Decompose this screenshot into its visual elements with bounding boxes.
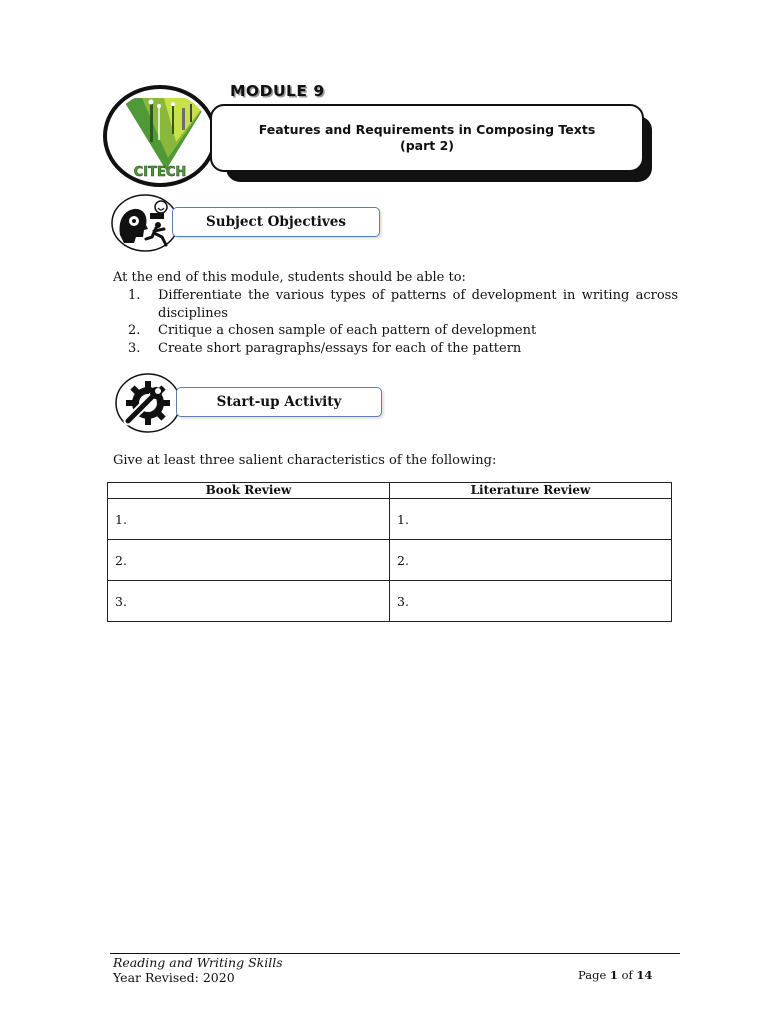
list-item-number: 3.	[128, 340, 141, 356]
column-header-book-review: Book Review	[108, 483, 390, 499]
citech-logo	[102, 84, 220, 188]
objectives-icon	[110, 193, 180, 253]
footer-course: Reading and Writing Skills	[113, 955, 283, 970]
list-item	[128, 287, 678, 322]
module-title-box	[210, 104, 644, 172]
page-of: of	[621, 968, 633, 982]
table-cell: 2.	[108, 540, 390, 581]
table-cell: 2.	[390, 540, 672, 581]
table-cell: 3.	[390, 581, 672, 622]
table-header-row	[108, 483, 672, 499]
footer-divider	[110, 953, 680, 954]
module-label: MODULE 9	[230, 82, 325, 100]
logo-text: CITECH	[133, 165, 187, 180]
gear-wrench-icon	[114, 372, 184, 432]
table-row	[108, 540, 672, 581]
subject-objectives-label: Subject Objectives	[172, 207, 380, 237]
objectives-list	[128, 287, 678, 357]
module-title-line1: Features and Requirements in Composing Texts	[258, 122, 596, 137]
review-table	[107, 482, 672, 622]
table-cell: 1.	[390, 499, 672, 540]
list-item	[128, 340, 678, 358]
table-row	[108, 581, 672, 622]
table-cell: 1.	[108, 499, 390, 540]
table-row	[108, 499, 672, 540]
page-prefix: Page	[578, 968, 607, 982]
table-cell: 3.	[108, 581, 390, 622]
page-total: 14	[636, 968, 653, 982]
footer-year: Year Revised: 2020	[113, 970, 235, 985]
footer-info	[113, 955, 283, 985]
module-title-line2: (part 2)	[400, 138, 454, 153]
list-item-text: Critique a chosen sample of each pattern of development	[158, 323, 537, 338]
page-number	[578, 968, 652, 982]
list-item	[128, 322, 678, 340]
list-item-number: 1.	[128, 288, 141, 303]
list-item-text: Create short paragraphs/essays for each of the pattern	[158, 340, 522, 356]
list-item-text: Differentiate the various types of patterns of development in writing across disciplines	[158, 288, 678, 321]
list-item-number: 2.	[128, 323, 141, 338]
page-current: 1	[609, 968, 618, 982]
activity-instruction: Give at least three salient characteristics of the following:	[113, 453, 497, 468]
column-header-literature-review: Literature Review	[390, 483, 672, 499]
objectives-intro: At the end of this module, students should be able to:	[113, 270, 466, 285]
startup-activity-label: Start-up Activity	[176, 387, 382, 417]
